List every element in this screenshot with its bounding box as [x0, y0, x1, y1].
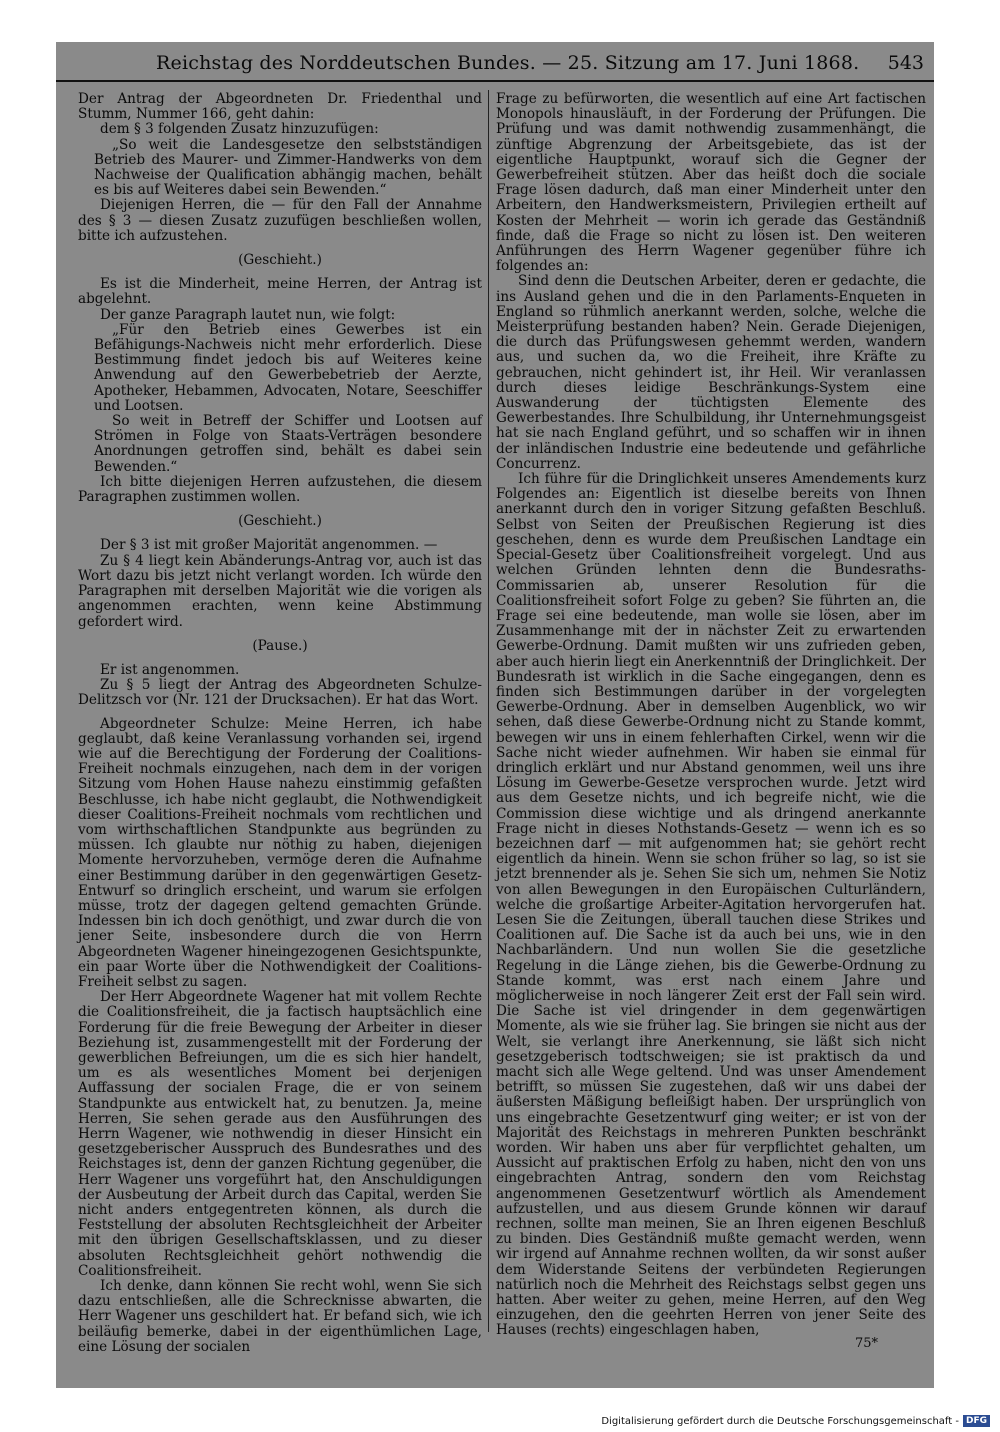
paragraph: Es ist die Minderheit, meine Herren, der Antrag ist abgelehnt. — [78, 276, 482, 308]
paragraph: (Pause.) — [252, 637, 308, 654]
signature-mark: 75* — [854, 1336, 878, 1351]
right-text-column — [496, 92, 926, 1339]
paragraph: Diejenigen Herren, die — für den Fall der Annahme des § 3 — diesen Zusatz zuzufügen beschließen wollen, bitte ich aufzustehen. — [78, 197, 482, 244]
footer-credit-text: Digitalisierung gefördert durch die Deutsche Forschungsgemeinschaft - — [601, 1415, 959, 1427]
page-header — [56, 48, 934, 82]
paragraph: Der Antrag der Abgeordneten Dr. Friedenthal und Stumm, Nummer 166, geht dahin: — [78, 91, 482, 123]
paragraph: (Geschieht.) — [238, 252, 322, 269]
paragraph: (Geschieht.) — [238, 513, 322, 530]
dfg-logo: DFG — [963, 1415, 990, 1427]
paragraph: Der ganze Paragraph lautet nun, wie folgt: — [100, 306, 396, 323]
running-title: Reichstag des Norddeutschen Bundes. — 25. Sitzung am 17. Juni 1868. — [156, 52, 860, 74]
paragraph: „Für den Betrieb eines Gewerbes ist ein Befähigungs-Nachweis nicht mehr erforderlich. Diese Bestimmung findet jedoch bis auf Weiteres keine Anwendung auf den Gewerbebetrieb der Aerzte, Apotheker, Hebammen, Advocaten, Notare, Seeschiffer und Lootsen. — [94, 321, 482, 414]
paragraph: Sind denn die Deutschen Arbeiter, deren er gedachte, die ins Ausland gehen und die in den Parlaments-Enqueten in England so rühmlich anerkannt werden, solche, welche die Meisterprüfung bestanden haben? Nein. Gerade Diejenigen, die durch das Prüfungswesen gehemmt werden, wandern aus, und suchen da, wo die Freiheit, ihre Kräfte zu gebrauchen, nicht gehindert ist, ihr Heil. Wir veranlassen durch dieses leidige Beschränkungs-System eine Auswanderung der tüchtigsten Elemente des Gewerbestandes. Ihre Schulbildung, ihr Unternehmungsgeist hat sie nach England geführt, und so schaffen wir in ihnen der inländischen Industrie eine bedeutende und gefährliche Concurrenz. — [496, 273, 926, 472]
paragraph: Der § 3 ist mit großer Majorität angenommen. — — [100, 537, 438, 554]
paragraph: Der Herr Abgeordnete Wagener hat mit vollem Rechte die Coalitionsfreiheit, die ja factisch hauptsächlich eine Forderung für die freie Bewegung der Arbeiter in dieser Beziehung ist, zusammengestellt mit der Forderung der gewerblichen Befreiungen, um die es sich hier handelt, um es als wesentliches Moment bei derjenigen Auffassung der socialen Frage, die er von seinem Standpunkte aus entwickelt hat, zu benutzen. Ja, meine Herren, Sie sehen gerade aus den Ausführungen des Herrn Wagener, wie nothwendig in dieser Hinsicht ein gesetzgeberischer Ausspruch des Bundesrathes und des Reichstages ist, denn der ganzen Richtung gegenüber, die Herr Wagener uns vorgeführt hat, den Anschuldigungen der Ausbeutung der Arbeit durch das Capital, werden Sie nicht anders entgegentreten können, als durch die Feststellung der absoluten Rechtsgleichheit der Arbeiter mit den übrigen Gesellschaftsklassen, und zu dieser absoluten Rechtsgleichheit gehört nothwendig die Coalitionsfreiheit. — [78, 989, 482, 1279]
paragraph: So weit in Betreff der Schiffer und Lootsen auf Strömen in Folge von Staats-Verträgen besondere Anordnungen getroffen sind, behält es dabei sein Bewenden.“ — [94, 413, 482, 475]
paragraph: Zu § 4 liegt kein Abänderungs-Antrag vor, auch ist das Wort dazu bis jetzt nicht verlangt worden. Ich würde den Paragraphen mit derselben Majorität wie die vorigen als angenommen erachten, wenn keine Abstimmung gefordert wird. — [78, 552, 482, 630]
paragraph: „So weit die Landesgesetze den selbstständigen Betrieb des Maurer- und Zimmer-Handwerks von dem Nachweise der Qualification abhängig machen, behält es bis auf Weiteres dabei sein Bewenden.“ — [94, 136, 482, 199]
page-number: 543 — [887, 52, 924, 74]
column-divider — [488, 90, 489, 1332]
paragraph: Zu § 5 liegt der Antrag des Abgeordneten Schulze-Delitzsch vor (Nr. 121 der Drucksachen). Er hat das Wort. — [78, 677, 482, 709]
paragraph: Ich denke, dann können Sie recht wohl, wenn Sie sich dazu entschließen, alle die Schrecknisse abwarten, die Herr Wagener uns geschildert hat. Er befand sich, wie ich beiläufig bemerke, dabei in der eigenthümlichen Lage, eine Lösung der socialen — [78, 1278, 482, 1355]
paragraph: Frage zu befürworten, die wesentlich auf eine Art factischen Monopols hinausläuft, in der Forderung der Prüfungen. Die Prüfung und was damit nothwendig zusammenhängt, die zünftige Abgrenzung der Arbeitsgebiete, das ist der eigentliche Hauptpunkt, worauf sich die Gegner der Gewerbefreiheit stützen. Aber das heißt doch die sociale Frage lösen dadurch, daß man einer Minderheit unter den Arbeitern, den Handwerksmeistern, Privilegien ertheilt auf Kosten der Mehrheit — worin ich gerade das Geständniß finde, daß die Frage so nicht zu lösen ist. Den weiteren Anführungen des Herrn Wagener gegenüber führe ich folgendes an: — [496, 91, 926, 275]
digitization-footer — [601, 1415, 990, 1427]
paragraph: Ich bitte diejenigen Herren aufzustehen, die diesem Paragraphen zustimmen wollen. — [78, 473, 482, 506]
document-page — [56, 42, 934, 1388]
paragraph: dem § 3 folgenden Zusatz hinzuzufügen: — [100, 121, 379, 138]
left-text-column — [78, 92, 482, 1355]
paragraph: Abgeordneter Schulze: Meine Herren, ich habe geglaubt, daß keine Veranlassung vorhanden sei, irgend wie auf die Berechtigung der Forderung der Coalitions-Freiheit nochmals einzugehen, nach dem in der vorigen Sitzung vom Hohen Hause nahezu einstimmig gefaßten Beschlusse, ich habe nicht geglaubt, die Nothwendigkeit dieser Coalitions-Freiheit nochmals vom rechtlichen und vom wirthschaftlichen Standpunkte aus begründen zu müssen. Ich glaubte nur nöthig zu haben, diejenigen Momente hervorzuheben, vermöge deren die Aufnahme einer Bestimmung darüber in den gegenwärtigen Gesetz-Entwurf so dringlich erscheint, und warum sie erfolgen müsse, trotz der dagegen geltend gemachten Gründe. Indessen bin ich doch genöthigt, und zwar durch die von jener Seite, insbesondere durch die von Herrn Abgeordneten Wagener hineingezogenen Gesichtspunkte, ein paar Worte über die Nothwendigkeit der Coalitions-Freiheit selbst zu sagen. — [78, 715, 482, 990]
paragraph: Er ist angenommen. — [100, 661, 240, 678]
paragraph: Ich führe für die Dringlichkeit unseres Amendements kurz Folgendes an: Eigentlich ist dieselbe bereits von Ihnen anerkannt durch den in voriger Sitzung gefaßten Beschluß. Selbst von Seiten der Preußischen Regierung ist dies geschehen, denn es wurde dem Preußischen Landtage ein Special-Gesetz über Coalitionsfreiheit vorgelegt. Und aus welchen Gründen lehnten denn die Bundesraths-Commissarien ab, unserer Resolution für die Coalitionsfreiheit sofort Folge zu geben? Sie führten an, die Frage sei eine bedeutende, man wolle sie lösen, aber im Zusammenhange mit der in nächster Zeit zu erwartenden Gewerbe-Ordnung. Damit mußten wir uns zufrieden geben, aber auch hierin liegt ein Anerkenntniß der Dringlichkeit. Der Bundesrath ist wirklich in die Sache eingegangen, denn es finden sich Bestimmungen darüber in der vorgelegten Gewerbe-Ordnung. Aber in demselben Augenblick, wo wir sehen, daß diese Gewerbe-Ordnung nicht zu Stande kommt, bewegen wir uns in einem fehlerhaften Cirkel, wenn wir die Sache nicht wieder aufnehmen. Wir haben sie einmal für dringlich erklärt und nur Abstand genommen, weil uns ihre Lösung im Gewerbe-Gesetze versprochen wurde. Jetzt wird aus dem Gesetze nichts, und ich begreife nicht, wie die Commission diese wichtige und als dringend anerkannte Frage nicht in dieses Nothstands-Gesetz — wenn ich es so bezeichnen darf — mit aufgenommen hat; sie gehört recht eigentlich da hinein. Wenn sie schon früher so lag, so ist sie jetzt brennender als je. Sehen Sie sich um, nehmen Sie Notiz von allen Bewegungen in den Europäischen Culturländern, welche die großartige Arbeiter-Agitation hervorgerufen hat. Lesen Sie die Zeitungen, überall tauchen diese Strikes und Coalitionen auf. Die Sache ist da auch bei uns, wie in den Nachbarländern. Und nun wollen Sie die gesetzliche Regelung in die Länge ziehen, bis die Gewerbe-Ordnung zu Stande kommt, was erst nach einem Jahre und möglicherweise in noch längerer Zeit erst der Fall sein wird. Die Sache ist viel dringender in dem gegenwärtigen Momente, als wie sie früher lag. Sie bringen sie nicht aus der Welt, sie verlangt ihre Anerkennung, sie läßt sich nicht gesetzgeberisch todtschweigen; sie ist praktisch da und macht sich alle Wege geltend. Und was unser Amendement betrifft, so müssen Sie zugestehen, daß wir uns dabei der äußersten Mäßigung befleißigt haben. Der ursprünglich von uns eingebrachte Gesetzentwurf ging weiter; er ist von der Majorität des Reichstags in mehreren Punkten beschränkt worden. Wir haben uns aber für verpflichtet gehalten, um Aussicht auf praktischen Erfolg zu haben, nicht den von uns eingebrachten Antrag, sondern den vom Reichstag angenommenen Gesetzentwurf wörtlich als Amendement aufzustellen, und aus diesem Grunde können wir darauf rechnen, sollte man meinen, Sie an Ihren eigenen Beschluß zu binden. Dies Geständniß mußte gemacht werden, wenn wir irgend auf Annahme rechnen wollten, da wir sonst außer dem Widerstande Seitens der verbündeten Regierungen natürlich noch die Mehrheit des Reichstags selbst gegen uns hatten. Aber weiter zu gehen, meine Herren, auf den Weg einzugehen, den die geehrten Herren von jener Seite des Hauses (rechts) eingeschlagen haben, — [496, 471, 926, 1339]
